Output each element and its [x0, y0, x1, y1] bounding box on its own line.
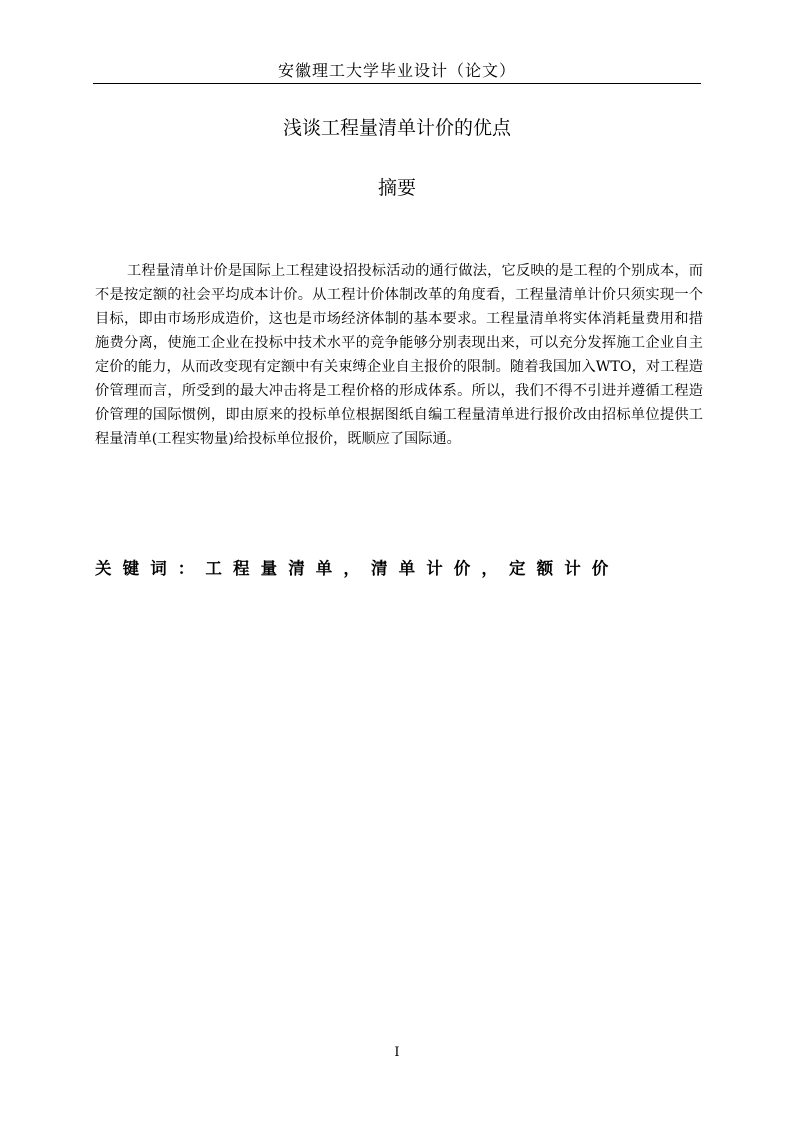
page-number: I: [394, 1045, 400, 1060]
document-title: 浅谈工程量清单计价的优点: [282, 117, 511, 139]
abstract-paragraph: 工程量清单计价是国际上工程建设招投标活动的通行做法，它反映的是工程的个别成本，而不是按定额的社会平均成本计价。从工程计价体制改革的角度看，工程量清单计价只须实现一个目标，即由市场形成造价，这也是市场经济体制的基本要求。工程量清单将实体消耗量费用和措施费分离，使施工企业在投标中技术水平的竞争能够分别表现出来，可以充分发挥施工企业自主定价的能力，从而改变现有定额中有关束缚企业自主报价的限制。随着我国加入WTO，对工程造价管理而言，所受到的最大冲击将是工程价格的形成体系。所以，我们不得不引进并遵循工程造价管理的国际惯例，即由原来的投标单位根据图纸自编工程量清单进行报价改由招标单位提供工程量清单(工程实物量)给投标单位报价，既顺应了国际通。: [95, 263, 703, 447]
keywords-line: 关键词：工程量清单，清单计价，定额计价: [95, 559, 620, 578]
abstract-heading: 摘要: [377, 177, 416, 199]
header-divider: [93, 83, 701, 84]
page-header: 安徽理工大学毕业设计（论文）: [277, 61, 516, 80]
